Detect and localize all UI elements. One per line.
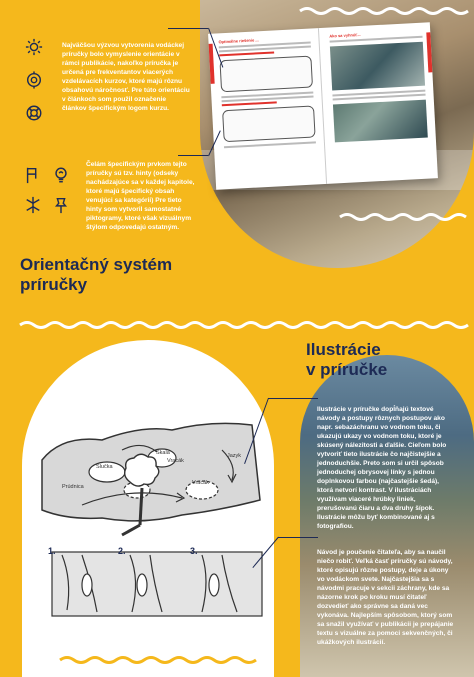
book-left-page	[208, 28, 327, 190]
book-right-photo	[330, 42, 425, 91]
book-left-figure	[219, 56, 313, 93]
sun-icon	[25, 38, 43, 56]
illustrations-paragraph-1: Ilustrácie v príručke dopĺňajú textové návody a postupy rôznych postupov ako napr. sebazáchranu vo vodnom toku, či ukazujú ukazy vo vodnom toku, ktoré je skúsený nálezitosti a ďalšie. Cieľom bolo vytvoriť tieto ilustrácie čo najčistejšie a jednoduchšie. Preto som si určil spôsob jednoduchej obrysovej línky s jednou doplnkovou farbou (najčastejšie šedá), ktorá netvorí kontrast. V ilustráciách využívam viaceré hrúbky liniek, prerušovanú čiaru a dva druhy šípok. Ilustrácie môžu byť kombinované aj s fotografiou.	[317, 406, 447, 530]
orientation-heading	[20, 255, 260, 295]
book-text-line-red	[219, 51, 274, 56]
book-left-redbar	[209, 44, 215, 84]
connector-line-4	[278, 537, 318, 538]
diagram-label-4: Vracák	[192, 480, 209, 486]
book-text-line-red	[222, 101, 277, 106]
diagram-label-0: Slučka	[96, 464, 113, 470]
illustrations-paragraph-2: Návod je poučenie čitateľa, aby sa naučil niečo robiť. Veľká časť príručky sú návody, ktoré opisujú rôzne postupy, deje a úkony vo vodáckom svete. Najčastejšia sa s návodmi pracuje v sekcii záchrany, kde sa názorne krok po kroku musí čitateľ dozvedieť ako správne sa daná vec vykonáva. Najlepším spôsobom, ktorý som sa snažil využívať v publikácii je prepájanie textu s vizuálne za pomoci sekvenčných, či ukážkových ilustrácií.	[317, 549, 454, 646]
book-right-photo-2	[333, 100, 428, 143]
connector-line-3	[268, 398, 318, 399]
orientation-heading-line1: Orientačný systém	[20, 255, 173, 274]
wave-separator-top	[0, 6, 474, 16]
diagram-step-2: 3.	[190, 546, 198, 556]
connector-line-1	[168, 28, 208, 29]
illustration-panel	[22, 340, 274, 677]
star-tool-icon	[24, 196, 42, 214]
illustrations-heading-line1: Ilustrácie	[306, 340, 381, 359]
book-left-title: Optimálne riešenie ...	[218, 37, 259, 45]
illustrations-heading	[306, 340, 466, 380]
wave-separator-bottom	[0, 655, 474, 665]
river-illustration	[22, 340, 274, 677]
flag-icon	[24, 166, 42, 184]
orientation-heading-line2: príručky	[20, 275, 88, 294]
illustrations-heading-line2: v príručke	[306, 360, 388, 379]
book-right-page	[319, 22, 438, 184]
diagram-label-5: Prúdnica	[62, 484, 84, 490]
wave-separator-mid	[0, 212, 474, 222]
diagram-label-2: Vracák	[167, 458, 184, 464]
diagram-step-1: 2.	[118, 546, 126, 556]
diagram-step-0: 1.	[48, 546, 56, 556]
orientation-paragraph-2: Čelám špecifickým prvkom tejto príručky sú tzv. hinty (odseky nachádzajúce sa v každej kapitole, ktoré majú špecifický obsah venujúci sa kategórii) Pre tieto hinty som vytvoril samostatné piktogramy, ktoré však vizuálnym štýlom odpovedajú ostatným.	[86, 161, 195, 231]
wheel-icon	[25, 71, 43, 89]
book-left-figure-2	[222, 105, 316, 142]
orientation-paragraph-1: Najväčšou výzvou vytvorenia vodáckej príručky bolo vymyslenie orientácie v rámci publikácie, nakoľko príručka je určená pre frekventantov viacerých vzdelávacích kurzov, ktoré majú rôznu obsahovú náročnosť. Pre túto orientáciu v článkoch som použil označenie článkov špecifickým logom kurzu.	[62, 42, 190, 112]
pin-icon	[52, 196, 70, 214]
lifebuoy-icon	[25, 104, 43, 122]
book-right-title: Ako sa vyhnúť...	[329, 31, 361, 39]
connector-line-2	[178, 155, 208, 156]
diagram-label-3: Jazyk	[227, 453, 242, 459]
bulb-icon	[52, 166, 70, 184]
wave-separator-lower	[0, 320, 474, 330]
book-text-line	[224, 141, 316, 148]
diagram-label-1: Skala	[156, 450, 170, 456]
book-mockup	[208, 22, 438, 189]
